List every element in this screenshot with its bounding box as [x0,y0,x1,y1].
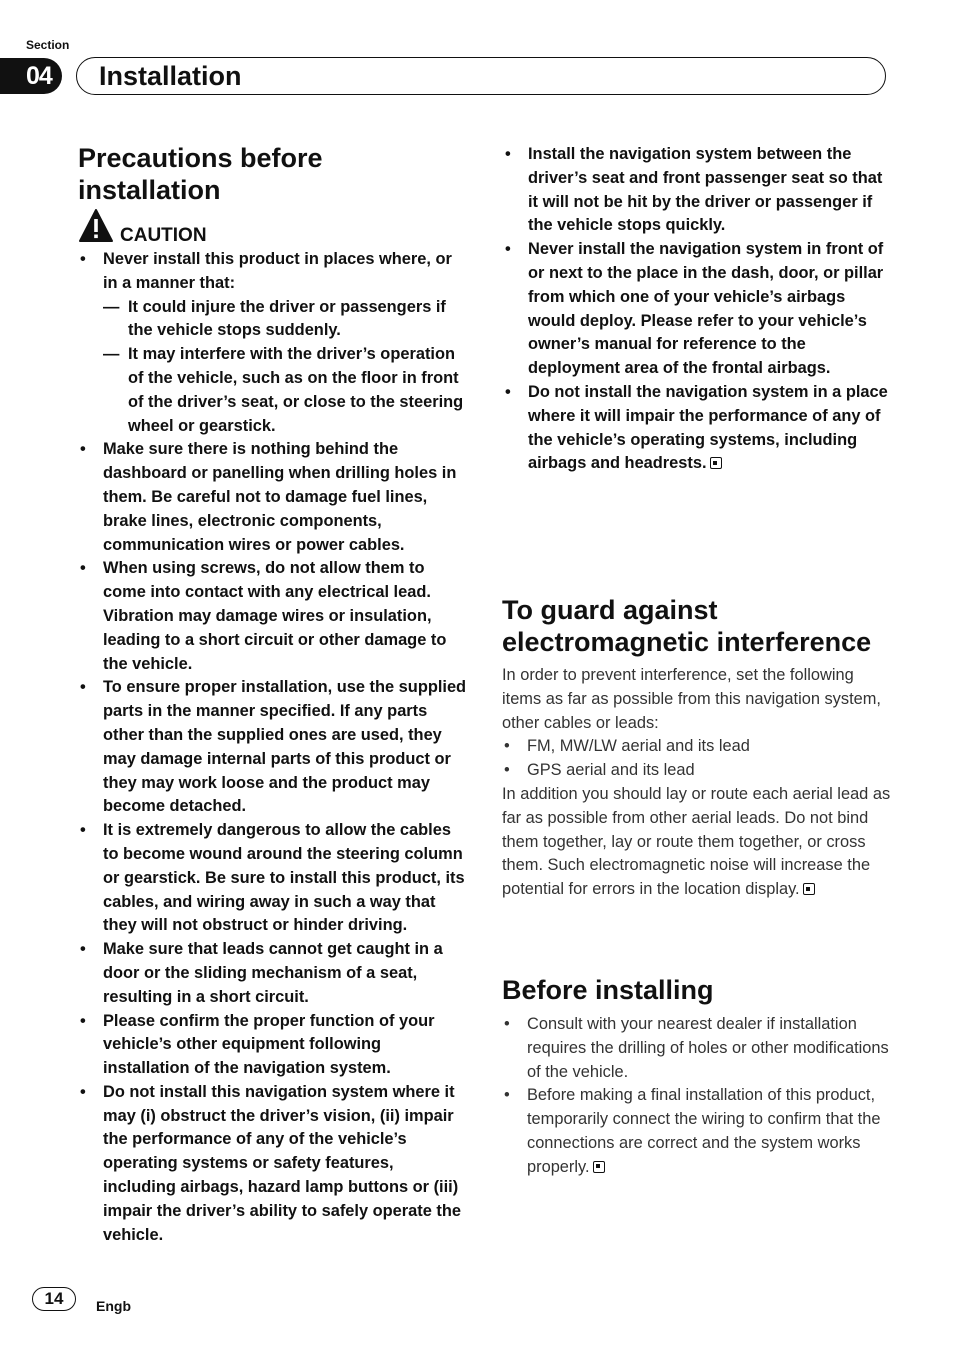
page-number: 14 [32,1287,76,1311]
precaution-subitem: — It may interfere with the driver’s operation of the vehicle, such as on the floor in front of the driver’s seat, or close to the steering wheel or gearstick. [103,343,470,438]
precaution-item: • Please confirm the proper function of your vehicle’s other equipment following installation of the navigation system. [78,1010,470,1081]
emi-heading-line1: To guard against [502,595,718,625]
section-title: Installation [99,61,242,91]
emi-outro: In addition you should lay or route each aerial lead as far as possible from other aerial leads. Do not bind them together, lay or route them together, or cross them. Such electromagnetic noise will increase the potential for errors in the location display. [502,784,891,899]
end-of-section-icon [593,1161,605,1173]
emi-outro-paragraph [502,783,896,902]
emi-heading [502,594,871,658]
precaution-item: • It is extremely dangerous to allow the cables to become wound around the steering column or gearstick. Be sure to install this product, its cables, and wiring away in such a way that they will not obstruct or hinder driving. [78,819,470,938]
emi-heading-line2: electromagnetic interference [502,627,872,657]
before-bullet-text: Before making a final installation of this product, temporarily connect the wiring to confirm that the connections are correct and the system works properly. [527,1086,881,1176]
precautions-right-column [503,143,895,476]
precaution-item: • Never install the navigation system in front of or next to the place in the dash, door, or pillar from which one of your vehicle’s airbags would deploy. Please refer to your vehicle’s owner’s manual for reference to the deployment area of the frontal airbags. [503,238,895,381]
precaution-item-text: Do not install the navigation system in a place where it will impair the performance of any of the vehicle’s operating systems, including airbags and headrests. [528,382,888,473]
section-label: Section [26,38,70,52]
before-installing-body [502,1013,896,1180]
precaution-item: • Make sure that leads cannot get caught in a door or the sliding mechanism of a seat, resulting in a short circuit. [78,938,470,1009]
end-of-section-icon [803,883,815,895]
language-code: Engb [96,1298,131,1314]
end-of-section-icon [710,457,722,469]
caution-label: CAUTION [120,225,207,246]
before-installing-heading: Before installing [502,975,714,1005]
section-number-tab: 04 [0,58,62,94]
precautions-left-column [78,248,470,1247]
precaution-item: • Install the navigation system between the driver’s seat and front passenger seat so that it will not be hit by the driver or passenger if the vehicle stops quickly. [503,143,895,238]
precaution-subitem: — It could injure the driver or passengers if the vehicle stops suddenly. [103,296,470,344]
emi-bullet: • GPS aerial and its lead [502,759,896,783]
precaution-item-text: Never install this product in places where, or in a manner that: [103,250,452,292]
emi-body [502,664,896,902]
precautions-heading-line1: Precautions before [78,143,323,173]
precaution-item [78,248,470,438]
precaution-item: • Do not install this navigation system where it may (i) obstruct the driver’s vision, (ii) impair the performance of any of the vehicle’s operating systems or safety features, including airbags, hazard lamp buttons or (iii) impair the driver’s ability to safely operate the vehicle. [78,1081,470,1248]
warning-triangle-icon [78,208,114,244]
emi-intro: In order to prevent interference, set the following items as far as possible from this navigation system, other cables or leads: [502,666,881,732]
precaution-item: • To ensure proper installation, use the supplied parts in the manner specified. If any parts other than the supplied ones are used, they may damage internal parts of this product or they may work loose and the product may become detached. [78,676,470,819]
precaution-item: • When using screws, do not allow them to come into contact with any electrical lead. Vibration may damage wires or insulation, leading to a short circuit or other damage to the vehicle. [78,557,470,676]
before-bullet: • Consult with your nearest dealer if installation requires the drilling of holes or other modifications of the vehicle. [502,1013,896,1084]
precautions-heading-line2: installation [78,175,221,205]
emi-bullet: • FM, MW/LW aerial and its lead [502,735,896,759]
precaution-item [503,381,895,476]
precautions-heading [78,142,323,206]
before-bullet [502,1084,896,1179]
precaution-item: • Make sure there is nothing behind the dashboard or panelling when drilling holes in them. Be careful not to damage fuel lines, brake lines, electronic components, communication wires or power cables. [78,438,470,557]
